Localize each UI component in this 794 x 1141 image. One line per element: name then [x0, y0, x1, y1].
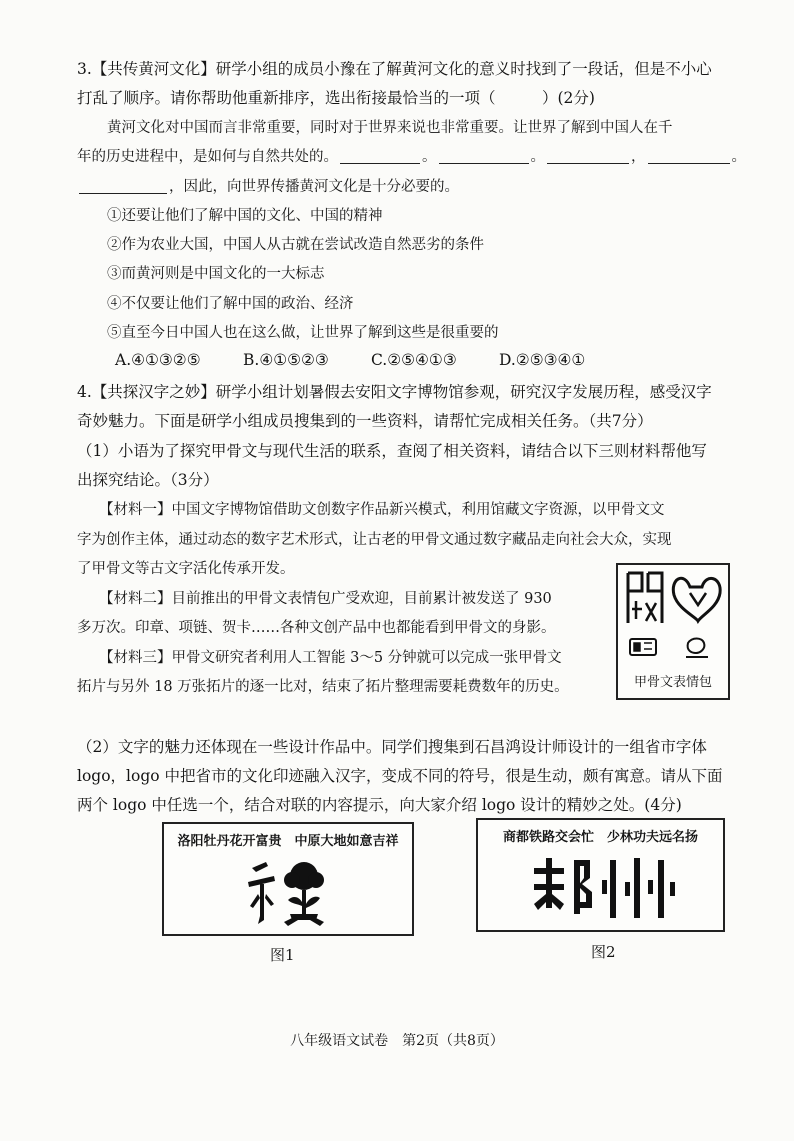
q3-passage-text: ，因此，向世界传播黄河文化是十分必要的。 — [169, 179, 459, 195]
q3-item-1: ①还要让他们了解中国的文化、中国的精神 — [107, 208, 383, 224]
fig1-caption: 图1 — [270, 946, 295, 964]
punct: 。 — [530, 149, 545, 165]
q3-item-4: ④不仅要让他们了解中国的政治、经济 — [107, 296, 354, 312]
material-2-line2: 多万次。印章、项链、贺卡……各种文创产品中也都能看到甲骨文的身影。 — [77, 620, 556, 636]
luoyang-logo-icon — [244, 854, 334, 928]
q4-sub2-line2: logo，logo 中把省市的文化印迹融入汉字，变成不同的符号，很是生动，颇有寓意。请从下面 — [77, 767, 723, 785]
q4-sub2-line1: （2）文字的魅力还体现在一些设计作品中。同学们搜集到石昌鸿设计师设计的一组省市字体 — [77, 738, 707, 756]
fig2-caption: 图2 — [591, 943, 616, 961]
q4-sub2-line3: 两个 logo 中任选一个，结合对联的内容提示，向大家介绍 logo 设计的精妙之处。(4分) — [77, 796, 682, 814]
material-1-line2: 字为创作主体，通过动态的数字艺术形式，让古老的甲骨文通过数字藏品走向社会大众，实现 — [77, 532, 672, 548]
answer-blank-2[interactable] — [439, 148, 529, 164]
answer-blank-5[interactable] — [79, 178, 167, 194]
fig2-couplet: 商都铁路交会忙 少林功夫远名扬 — [502, 830, 698, 845]
material-1-line1: 【材料一】中国文字博物馆借助文创数字作品新兴模式，利用馆藏文字资源，以甲骨文文 — [99, 502, 665, 518]
q3-passage-line2 — [77, 145, 746, 166]
page-footer: 八年级语文试卷 第2页（共8页） — [290, 1033, 504, 1049]
q3-options — [115, 351, 627, 369]
q3-passage-line3 — [77, 175, 459, 196]
answer-blank-1[interactable] — [340, 148, 420, 164]
option-b[interactable]: B.④①⑤②③ — [243, 351, 329, 369]
oracle-emoji-figure — [616, 563, 730, 700]
q3-item-5: ⑤直至今日中国人也在这么做，让世界了解到这些是很重要的 — [107, 325, 499, 341]
punct: 。 — [731, 149, 746, 165]
emoji-caption: 甲骨文表情包 — [633, 675, 712, 690]
option-a[interactable]: A.④①③②⑤ — [115, 351, 201, 369]
logo-figure-2 — [476, 818, 725, 932]
material-2-line1: 【材料二】目前推出的甲骨文表情包广受欢迎，目前累计被发送了 930 — [99, 591, 552, 607]
q4-header: 4.【共探汉字之妙】研学小组计划暑假去安阳文字博物馆参观，研究汉字发展历程，感受汉字 — [77, 383, 712, 401]
option-d[interactable]: D.②⑤③④① — [499, 351, 586, 369]
punct: ， — [631, 149, 646, 165]
zhengzhou-logo-icon — [530, 854, 680, 922]
oracle-emoji-glyphs — [618, 565, 728, 670]
q3-item-2: ②作为农业大国，中国人从古就在尝试改造自然恶劣的条件 — [107, 237, 484, 253]
q4-header-2: 奇妙魅力。下面是研学小组成员搜集到的一些资料，请帮忙完成相关任务。（共7分） — [77, 412, 653, 430]
q4-sub1-b: 出探究结论。（3分） — [77, 471, 219, 489]
answer-blank-4[interactable] — [648, 148, 730, 164]
logo-figure-1 — [162, 822, 414, 936]
q3-header: 3.【共传黄河文化】研学小组的成员小豫在了解黄河文化的意义时找到了一段话，但是不小心 — [77, 60, 712, 78]
material-1-line3: 了甲骨文等古文字活化传承开发。 — [77, 561, 295, 577]
material-3-line2: 拓片与另外 18 万张拓片的逐一比对，结束了拓片整理需要耗费数年的历史。 — [77, 679, 569, 695]
material-3-line1: 【材料三】甲骨文研究者利用人工智能 3～5 分钟就可以完成一张甲骨文 — [99, 650, 562, 666]
fig1-couplet: 洛阳牡丹花开富贵 中原大地如意吉祥 — [177, 834, 399, 849]
option-c[interactable]: C.②⑤④①③ — [371, 351, 457, 369]
q3-passage-line1: 黄河文化对中国而言非常重要，同时对于世界来说也非常重要。让世界了解到中国人在千 — [107, 120, 673, 136]
punct: 。 — [422, 149, 437, 165]
answer-blank-3[interactable] — [547, 148, 629, 164]
q4-sub1: （1）小语为了探究甲骨文与现代生活的联系，查阅了相关资料，请结合以下三则材料帮他写 — [77, 442, 707, 460]
q3-passage-text: 年的历史进程中，是如何与自然共处的。 — [77, 149, 338, 165]
q3-item-3: ③而黄河则是中国文化的一大标志 — [107, 266, 325, 282]
q3-header-2: 打乱了顺序。请你帮助他重新排序，选出衔接最恰当的一项（ ）(2分) — [77, 89, 595, 107]
